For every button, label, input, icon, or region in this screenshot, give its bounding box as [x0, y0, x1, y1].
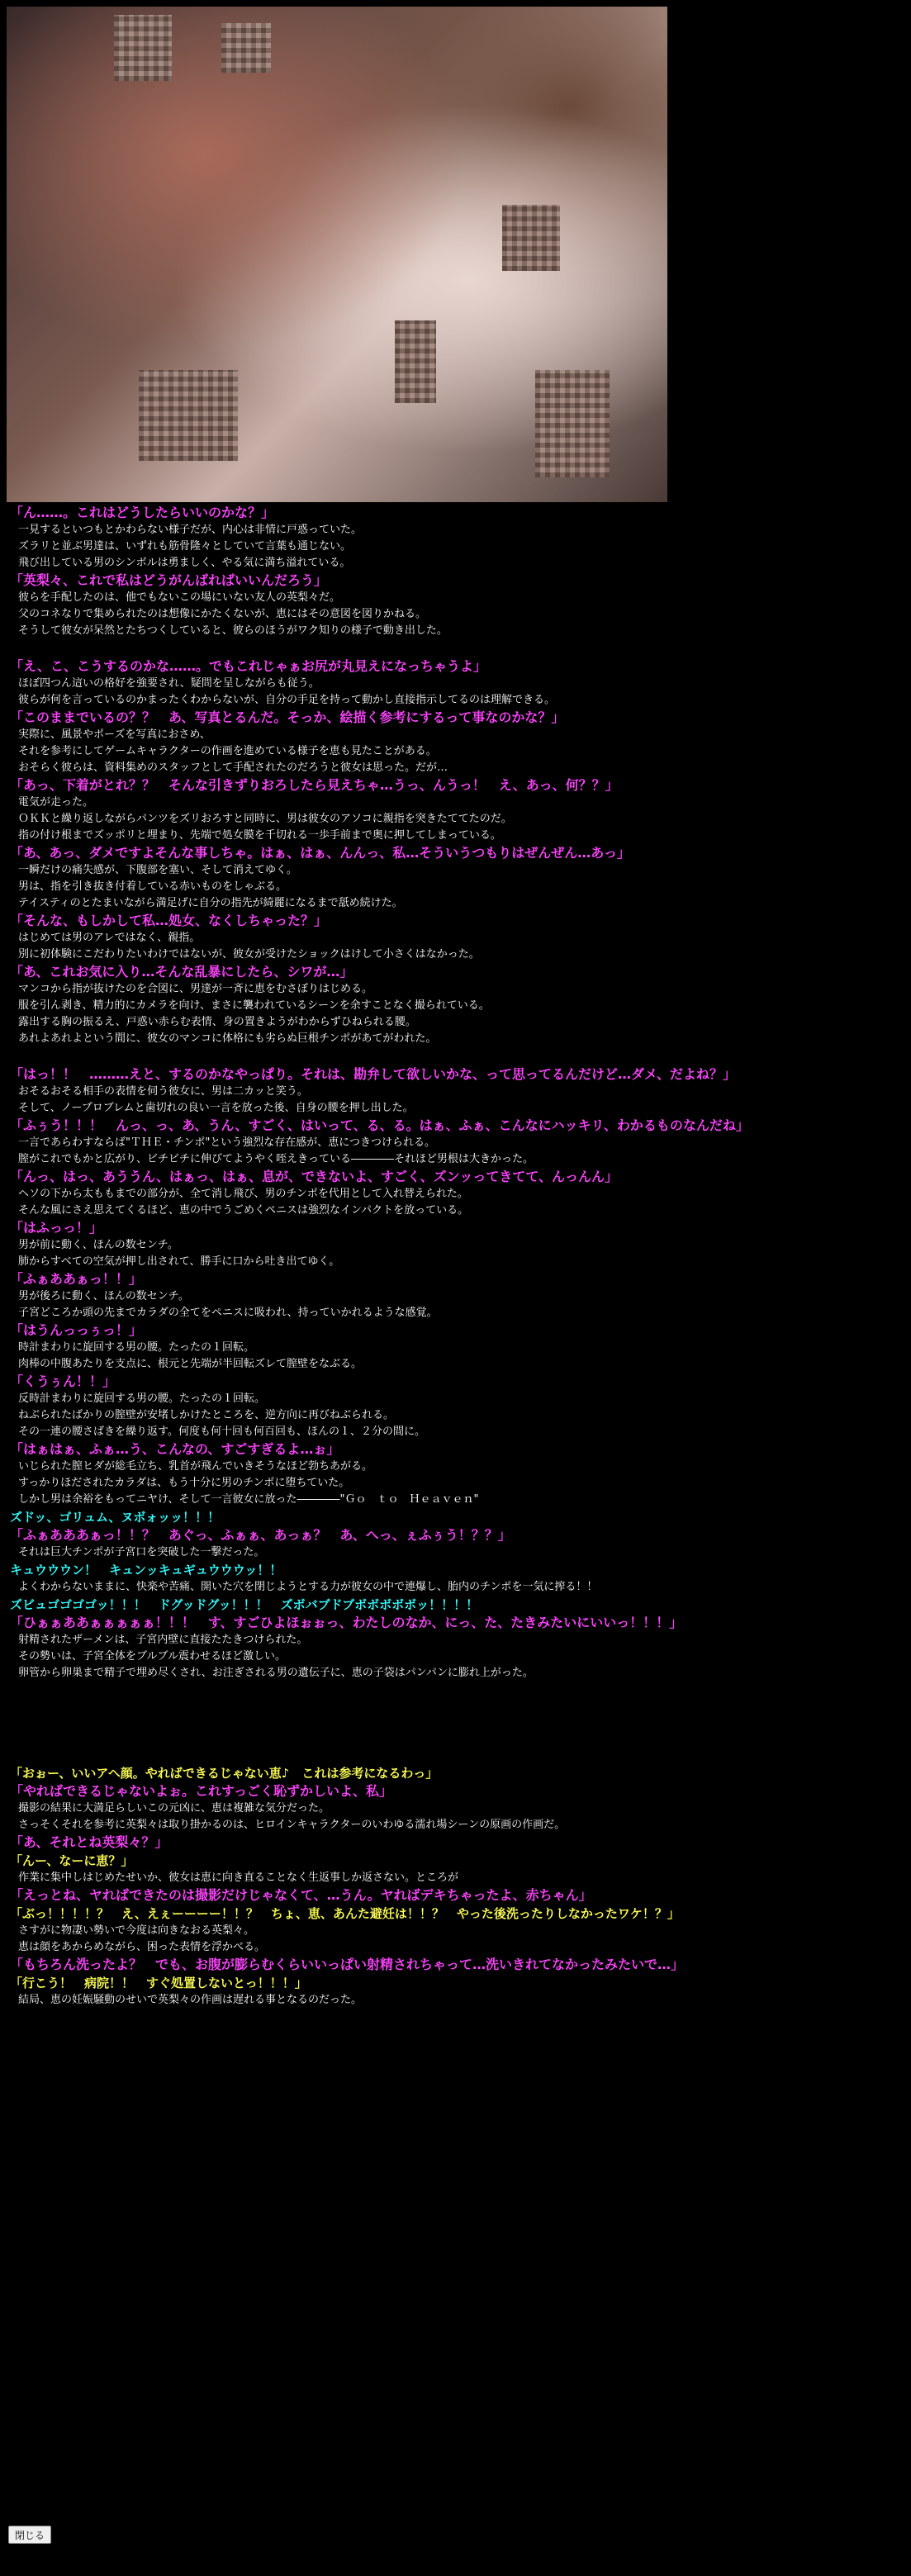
narration-line: 電気が走った。	[18, 796, 94, 809]
eriri-dialogue: 「ぶっ！！！！？ え、えぇーーーー！！？ ちょ、恵、あんた避妊は！！？ やった後洗ったりしなかったワケ！？」	[10, 1906, 680, 1921]
narration-line: 実際に、風景やポーズを写真におさめ、	[18, 728, 211, 741]
megumi-dialogue: 「あ、それとね英梨々？」	[10, 1834, 168, 1850]
sound-effect: ズドッ、ゴリュム、ヌボォッッ！！！	[10, 1510, 221, 1525]
mosaic-censor-5	[139, 370, 238, 461]
megumi-dialogue: 「え、こ、こうするのかな……。でもこれじゃぁお尻が丸見えになっちゃうよ」	[10, 658, 486, 674]
megumi-dialogue: 「ん……。これはどうしたらいいのかな？」	[10, 505, 275, 520]
megumi-dialogue: 「そんな、もしかして私…処女、なくしちゃった？」	[10, 913, 328, 928]
narration-line: 彼らが何を言っているのかまったくわからないが、自分の手足を持って動かし直接指示してるのは理解できる。	[18, 694, 556, 706]
megumi-dialogue: 「はぁはぁ、ふぁ…う、こんなの、すごすぎるよ…ぉ」	[10, 1441, 340, 1457]
megumi-dialogue: 「ふぁあああぁっ！！？ あぐっ、ふぁぁ、あっぁ？ あ、へっ、ぇふぅう！？？」	[10, 1527, 511, 1543]
megumi-dialogue: 「ひぁぁああぁぁぁぁぁ！！！ す、すごひよほぉぉっ、わたしのなか、にっ、た、たきみたいにいいっ！！！」	[10, 1615, 683, 1630]
narration-line: その勢いは、子宮全体をブルブル震わせるほど激しい。	[18, 1650, 286, 1663]
megumi-dialogue: 「んっ、はっ、あううん、はぁっ、はぁ、息が、できないよ、すごく、ズンッってきてて、んっんん」	[10, 1169, 619, 1184]
narration-line: ほぼ四つん這いの格好を強要され、疑問を呈しながらも従う。	[18, 677, 320, 690]
mosaic-censor-1	[114, 15, 172, 81]
narration-line: よくわからないままに、快楽や苦痛、開いた穴を閉じようとする力が彼女の中で連爆し、胎内のチンポを一気に搾る！！	[18, 1581, 598, 1593]
narration-line: さっそくそれを参考に英梨々は取り掛かるのは、ヒロインキャラクターのいわゆる濡れ場シーンの原画の作画だ。	[18, 1819, 566, 1831]
narration-line: 父のコネなりで集められたのは想像にかたくないが、恵にはその意図を図りかねる。	[18, 608, 427, 620]
megumi-dialogue: 「もちろん洗ったよ？ でも、お腹が膨らむくらいいっぱい射精されちゃって…洗いきれてなかったみたいで…」	[10, 1957, 685, 1972]
narration-line: 膣がこれでもかと広がり、ビチビチに伸びてようやく咥えきっている――――それほど男根は大きかった。	[18, 1153, 534, 1165]
narration-line: すっかりほだされたカラダは、もう十分に男のチンポに堕ちていた。	[18, 1477, 350, 1489]
narration-line: ねぶられたばかりの膣壁が安堵しかけたところを、逆方向に再びねぶられる。	[18, 1409, 395, 1421]
narration-line: おそるおそる相手の表情を伺う彼女に、男は二カッと笑う。	[18, 1085, 308, 1098]
megumi-dialogue: 「英梨々、これで私はどうがんばればいいんだろう」	[10, 572, 328, 588]
megumi-dialogue: 「あ、あっ、ダメですよそんな事しちゃ。はぁ、はぁ、んんっ、私…そういうつもりはぜんぜん…あっ」	[10, 845, 631, 861]
narration-line: いじられた膣ヒダが総毛立ち、乳首が飛んでいきそうなほど勃ちあがる。	[18, 1460, 373, 1473]
narration-line: おそらく彼らは、資料集めのスタッフとして手配されたのだろうと彼女は思った。だが…	[18, 761, 448, 774]
megumi-dialogue: 「ふぅう！！！ んっ、っ、あ、うん、すごく、はいって、る、る。はぁ、ふぁ、こんなにハッキリ、わかるものなんだね」	[10, 1117, 749, 1133]
narration-line: テイスティのとたまいながら満足げに自分の指先が綺麗になるまで舐め続けた。	[18, 897, 403, 909]
narration-line: ＯＫＫと繰り返しながらパンツをズリおろすと同時に、男は彼女のアソコに親指を突きたててたのだ。	[18, 813, 512, 825]
megumi-dialogue: 「はっ！！ ………えと、するのかなやっぱり。それは、勘弁して欲しいかな、って思ってるんだけど…ダメ、だよね？」	[10, 1066, 737, 1082]
spacer	[10, 1682, 902, 1764]
story-illustration	[7, 7, 667, 502]
narration-line: 男が後ろに動く、ほんの数センチ。	[18, 1290, 189, 1302]
narration-line: その一連の腰さばきを繰り返す。何度も何十回も何百回も、ほんの１、２分の間に。	[18, 1426, 425, 1438]
eriri-dialogue: 「んー、なーに恵？」	[10, 1853, 134, 1868]
mosaic-censor-3	[502, 205, 560, 271]
narration-line: 結局、恵の妊娠騒動のせいで英梨々の作画は遅れる事となるのだった。	[18, 1994, 363, 2006]
eriri-dialogue: 「おぉー、いいアヘ顔。やればできるじゃない恵♪ これは参考になるわっ」	[10, 1766, 439, 1781]
megumi-dialogue: 「はうんっっぅっ！」	[10, 1322, 143, 1338]
sound-effect: ズビュゴゴゴゴッ！！！ ドグッドグッ！！！ ズボバブドブボボボボボッ！！！！	[10, 1597, 479, 1612]
narration-line: あれよあれよという間に、彼女のマンコに体格にも劣らぬ巨根チンポがあてがわれた。	[18, 1032, 437, 1045]
megumi-dialogue: 「はふっっ！」	[10, 1220, 103, 1236]
mosaic-censor-6	[535, 370, 610, 477]
mosaic-censor-2	[221, 23, 271, 73]
narration-line: 射精されたザーメンは、子宮内壁に直接たたきつけられた。	[18, 1634, 308, 1646]
narration-line: 露出する胸の振るえ、戸惑い赤らむ表情、身の置きようがわからずひねられる腰。	[18, 1016, 416, 1028]
narration-line: 撮影の結果に大満足らしいこの元凶に、恵は複雑な気分だった。	[18, 1802, 330, 1815]
megumi-dialogue: 「あ、これお気に入り…そんな乱暴にしたら、シワが…」	[10, 964, 353, 980]
narration-line: 子宮どころか頭の先までカラダの全てをペニスに吸われ、持っていかれるような感覚。	[18, 1307, 438, 1319]
spacer	[10, 639, 902, 657]
narration-line: 一見するといつもとかわらない様子だが、内心は非情に戸惑っていた。	[18, 524, 363, 536]
narration-line: 飛び出している男のシンボルは勇ましく、やる気に満ち溢れている。	[18, 557, 351, 569]
narration-line: 作業に集中しはじめたせいか、彼女は恵に向き直ることなく生返事しか返さない。ところが	[18, 1872, 459, 1884]
sound-effect: キュウウウン！ キュンッキュギュウウウッ！！	[10, 1563, 282, 1577]
narration-line: 服を引ん剥き、精力的にカメラを向け、まさに襲われているシーンを余すことなく撮られている。	[18, 999, 490, 1012]
narration-line: そして、ノープロブレムと歯切れの良い一言を放った後、自身の腰を押し出した。	[18, 1102, 414, 1114]
narration-line: 指の付け根までズッポリと埋まり、先端で処女膜を千切れる一歩手前まで奥に押してしまっている。	[18, 829, 501, 842]
megumi-dialogue: 「あっ、下着がとれ？？ そんな引きずりおろしたら見えちゃ…うっ、んうっ！ え、あっ、何？？」	[10, 777, 619, 793]
megumi-dialogue: 「くうぅん！！」	[10, 1373, 116, 1389]
narration-line: 反時計まわりに旋回する男の腰。たったの１回転。	[18, 1392, 266, 1405]
narration-line: しかし男は余裕をもってニヤけ、そして一言彼女に放った――――"Ｇｏ ｔｏ Ｈｅａｖｅｎ"	[18, 1493, 479, 1506]
narration-line: 卵管から卵巣まで精子で埋め尽くされ、お注ぎされる男の遺伝子に、恵の子袋はパンパンに膨れ上がった。	[18, 1667, 534, 1679]
mosaic-censor-4	[395, 320, 436, 403]
narration-line: 一言であらわすならば"ＴＨＥ・チンポ"という強烈な存在感が、恵につきつけられる。	[18, 1136, 436, 1149]
megumi-dialogue: 「このままでいるの？？ あ、写真とるんだ。そっか、絵描く参考にするって事なのかな？」	[10, 709, 565, 725]
narration-line: 彼らを手配したのは、他でもないこの場にいない友人の英梨々だ。	[18, 591, 341, 604]
narration-line: ヘソの下から太ももまでの部分が、全て消し飛び、男のチンポを代用として入れ替えられた。	[18, 1188, 468, 1200]
close-button[interactable]: 閉じる	[8, 2526, 51, 2544]
narration-line: 時計まわりに旋回する男の腰。たったの１回転。	[18, 1341, 255, 1354]
narration-line: そうして彼女が呆然とたちつくしていると、彼らのほうがワク知りの様子で動き出した。	[18, 624, 448, 637]
narration-line: マンコから指が抜けたのを合図に、男達が一斉に恵をむさぼりはじめる。	[18, 983, 373, 995]
eriri-dialogue: 「行こう！ 病院！！ すぐ処置しないとっ！！！」	[10, 1976, 307, 1990]
narration-line: 一瞬だけの痛失感が、下腹部を塞い、そして消えてゆく。	[18, 864, 297, 876]
narration-line: そんな風にさえ思えてくるほど、恵の中でうごめくペニスは強烈なインパクトを放っている。	[18, 1204, 469, 1217]
narration-line: ズラリと並ぶ男達は、いずれも筋骨隆々としていて言葉も通じない。	[18, 540, 352, 553]
narration-line: 肺からすべての空気が押し出されて、勝手に口から吐き出てゆく。	[18, 1255, 340, 1268]
spacer	[10, 1047, 902, 1065]
narration-line: 男が前に動く、ほんの数センチ。	[18, 1239, 178, 1251]
megumi-dialogue: 「やればできるじゃないよぉ。これすっごく恥ずかしいよ、私」	[10, 1783, 393, 1799]
story-text	[10, 504, 902, 2009]
narration-line: それを参考にしてゲームキャラクターの作画を進めている様子を恵も見たことがある。	[18, 745, 437, 757]
megumi-dialogue: 「ふぁああぁっ！！」	[10, 1271, 142, 1287]
narration-line: 肉棒の中腹あたりを支点に、根元と先端が半回転ズレて膣壁をなぶる。	[18, 1358, 363, 1370]
narration-line: はじめては男のアレではなく、親指。	[18, 932, 201, 944]
megumi-dialogue: 「えっとね、ヤればできたのは撮影だけじゃなくて、…うん。ヤればデキちゃったよ、赤ちゃん」	[10, 1887, 592, 1903]
narration-line: 恵は顔をあからめながら、困った表情を浮かべる。	[18, 1941, 266, 1953]
narration-line: 別に初体験にこだわりたいわけではないが、彼女が受けたショックはけして小さくはなかった。	[18, 948, 480, 961]
narration-line: それは巨大チンポが子宮口を突破した一撃だった。	[18, 1546, 265, 1558]
narration-line: さすがに物凄い勢いで今度は向きなおる英梨々。	[18, 1924, 255, 1937]
narration-line: 男は、指を引き抜き付着している赤いものをしゃぶる。	[18, 880, 287, 893]
